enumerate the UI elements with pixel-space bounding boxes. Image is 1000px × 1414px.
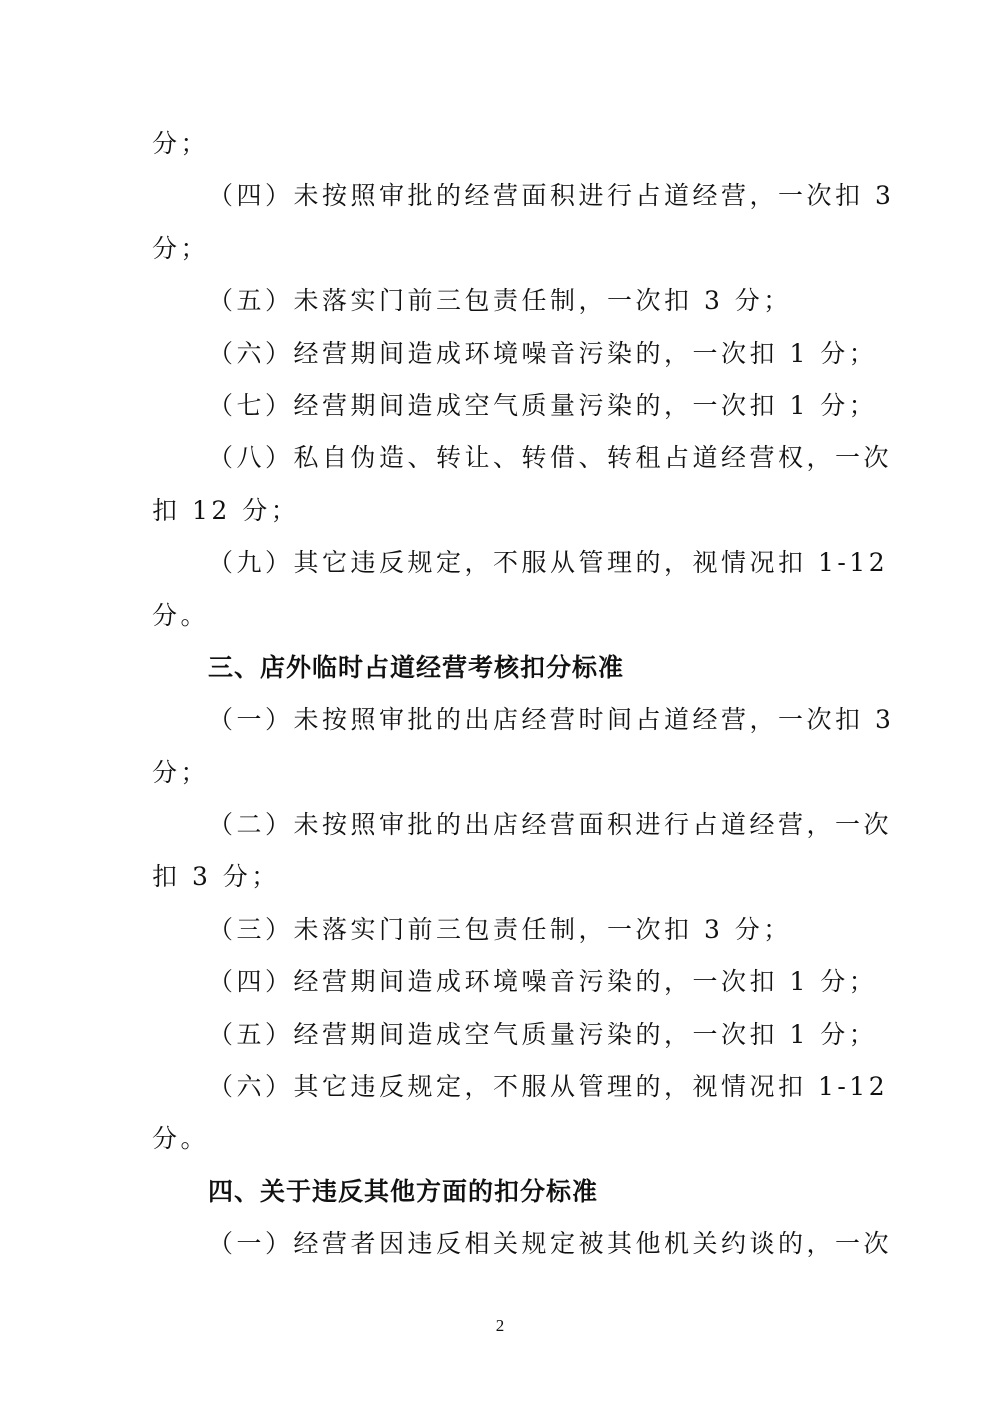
list-item: （三）未落实门前三包责任制，一次扣 3 分； bbox=[208, 914, 792, 944]
list-item: （六）经营期间造成环境噪音污染的，一次扣 1 分； bbox=[208, 338, 878, 368]
text-line: 扣 3 分； bbox=[152, 862, 280, 892]
list-item: （五）经营期间造成空气质量污染的，一次扣 1 分； bbox=[208, 1019, 878, 1049]
list-item: （八）私自伪造、转让、转借、转租占道经营权，一次 bbox=[208, 443, 893, 473]
document-body bbox=[152, 118, 895, 1271]
list-item: （七）经营期间造成空气质量污染的，一次扣 1 分； bbox=[208, 390, 878, 420]
list-item: （五）未落实门前三包责任制，一次扣 3 分； bbox=[208, 286, 792, 316]
text-line: 扣 12 分； bbox=[152, 495, 300, 525]
list-item: （四）经营期间造成环境噪音污染的，一次扣 1 分； bbox=[208, 967, 878, 997]
section-heading: 三、店外临时占道经营考核扣分标准 bbox=[208, 652, 625, 682]
list-item: （六）其它违反规定，不服从管理的，视情况扣 1-12 bbox=[208, 1072, 889, 1102]
text-line: 分； bbox=[152, 233, 210, 263]
text-line: 分。 bbox=[152, 600, 210, 630]
text-line: 分。 bbox=[152, 1124, 210, 1154]
list-item: （一）未按照审批的出店经营时间占道经营，一次扣 3 bbox=[208, 705, 895, 735]
list-item: （二）未按照审批的出店经营面积进行占道经营，一次 bbox=[208, 810, 893, 840]
list-item: （一）经营者因违反相关规定被其他机关约谈的，一次 bbox=[208, 1229, 893, 1259]
list-item: （九）其它违反规定，不服从管理的，视情况扣 1-12 bbox=[208, 548, 889, 578]
section-heading: 四、关于违反其他方面的扣分标准 bbox=[208, 1176, 599, 1206]
list-item: （四）未按照审批的经营面积进行占道经营，一次扣 3 bbox=[208, 181, 895, 211]
text-line: 分； bbox=[152, 757, 210, 787]
text-line: 分； bbox=[152, 129, 210, 158]
page-number: 2 bbox=[495, 1316, 505, 1335]
